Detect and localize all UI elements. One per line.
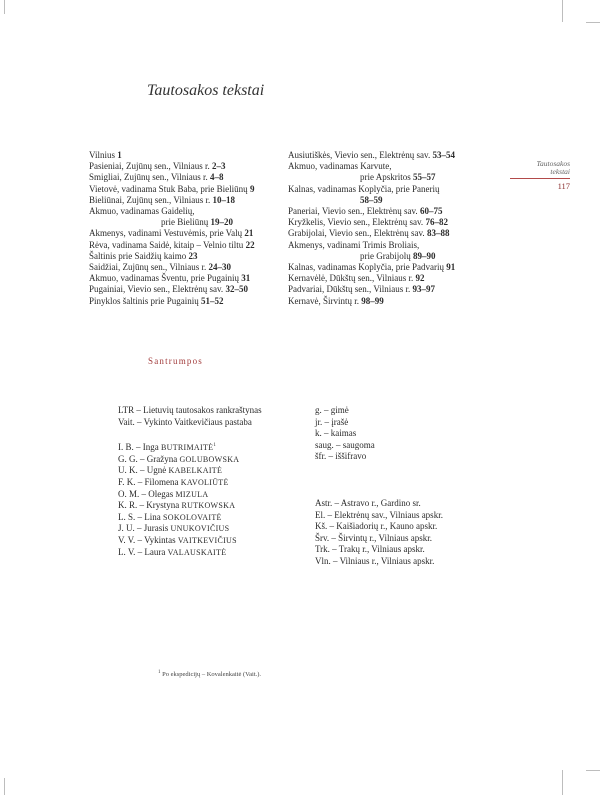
collector-surname: MIZULA: [175, 489, 209, 499]
abbr-place-entry: Vln. – Vilniaus r., Vilniaus apskr.: [315, 555, 435, 566]
abbr-term-entry: saug. – saugoma: [315, 439, 375, 450]
page-title: Tautosakos tekstai: [147, 82, 265, 99]
toc-entry-pages: 58–59: [360, 194, 383, 205]
collector-surname: SOKOLOVAITĖ: [163, 512, 222, 522]
toc-entry: [288, 150, 455, 161]
abbr-collector-entry: [118, 440, 262, 454]
collector-initials: J. U. – Jurasis: [118, 523, 171, 534]
toc-entry-pages: 1: [117, 150, 122, 160]
toc-entry: [89, 161, 255, 172]
crop-mark-top-left: [4, 0, 5, 14]
toc-entry-text: Šaltinis prie Saidžių kaimo: [89, 250, 189, 261]
toc-entry-pages: 76–82: [425, 217, 448, 228]
footnote-marker: 1: [158, 670, 161, 675]
toc-entry-text: Kernavė, Širvintų r.: [288, 295, 362, 306]
toc-entry: [288, 206, 455, 217]
toc-entry-pages: 31: [241, 273, 251, 284]
toc-entry-text: Saidžiai, Zujūnų sen., Vilniaus r.: [89, 262, 209, 273]
collector-initials: L. S. – Lina: [118, 511, 163, 522]
toc-entry: [288, 172, 455, 183]
toc-entry: [288, 284, 455, 295]
toc-entry-text: Bieliūnai, Zujūnų sen., Vilniaus r.: [89, 194, 213, 205]
toc-entry-text: prie Apskritos: [360, 172, 413, 183]
abbr-left-column: [118, 405, 262, 558]
abbr-collector-entry: [118, 547, 262, 559]
toc-entry-text: Padvariai, Dūkštų sen., Vilniaus r.: [288, 284, 413, 295]
collector-initials: V. V. – Vykintas: [118, 534, 178, 545]
toc-entry-pages: 98–99: [361, 295, 384, 306]
collector-surname: VAITKEVIČIUS: [177, 535, 237, 545]
collector-surname: RUTKOWSKA: [181, 501, 236, 511]
abbr-collector-entry: [118, 512, 262, 524]
toc-entry-text: prie Bieliūnų: [161, 217, 211, 228]
abbr-place-entry: El. – Elektrėnų sav., Vilniaus apskr.: [315, 509, 443, 520]
crop-mark-right-bottom: [586, 770, 600, 771]
abbr-collector-entry: [118, 535, 262, 547]
collector-surname: UNUKOVIČIUS: [170, 524, 230, 534]
toc-entry: [288, 228, 455, 239]
section-heading: Santrumpos: [148, 356, 204, 366]
toc-entry: [89, 206, 255, 217]
toc-entry-pages: 19–20: [210, 217, 233, 228]
abbr-places: [315, 498, 443, 568]
collector-initials: F. K. – Filomena: [118, 476, 181, 487]
toc-entry: [89, 195, 255, 206]
toc-entry-pages: 89–90: [413, 250, 436, 261]
toc-entry-pages: 22: [245, 239, 255, 250]
toc-entry-text: Vietovė, vadinama Stuk Baba, prie Bieliūnų: [89, 183, 250, 194]
running-head-rule: [510, 178, 570, 179]
running-head-line2: tekstai: [550, 167, 570, 176]
toc-entry: [288, 195, 455, 206]
collector-surname: VALAUSKAITĖ: [167, 547, 227, 557]
toc-entry-pages: 21: [244, 228, 254, 239]
collector-initials: L. V. – Laura: [118, 546, 168, 557]
toc-entry-text: Kalnas, vadinamas Koplyčia, prie Padvarių: [288, 262, 447, 273]
crop-mark-bottom-right: [562, 770, 563, 795]
abbr-term-entry: jr. – įrašė: [315, 416, 349, 427]
toc-entry-pages: 2–3: [212, 161, 226, 172]
abbr-term-entry: g. – gimė: [315, 405, 349, 415]
abbr-right-column: [315, 405, 443, 568]
toc-entry-text: Kryžkelis, Vievio sen., Elektrėnų sav.: [288, 217, 426, 228]
crop-mark-top-right: [562, 0, 563, 22]
toc-entry-text: Akmenys, vadinami Trimis Broliais,: [288, 239, 420, 250]
toc-entry: [89, 228, 255, 239]
toc-entry-text: prie Grabijolų: [360, 250, 413, 261]
collector-initials: G. G. – Gražyna: [118, 453, 180, 464]
abbr-place-entry: Astr. – Astravo r., Gardino sr.: [315, 497, 421, 508]
toc-entry: [89, 284, 255, 295]
abbr-archive-entry: Vait. – Vykinto Vaitkevičiaus pastaba: [118, 416, 252, 427]
crop-mark-bottom-left: [4, 778, 5, 795]
running-head: [510, 160, 570, 190]
page-number: 117: [557, 181, 570, 191]
toc-entry-text: Ausiutiškės, Vievio sen., Elektrėnų sav.: [288, 150, 433, 160]
toc-entry: [288, 240, 455, 251]
toc-entry-pages: 51–52: [201, 295, 224, 306]
footnote: [158, 670, 261, 678]
collector-surname: BUTRIMAITĖ: [161, 443, 214, 453]
abbr-place-entry: Kš. – Kaišiadorių r., Kauno apskr.: [315, 521, 438, 532]
toc-entry: [288, 251, 455, 262]
toc-entry: [89, 184, 255, 195]
toc-entry-pages: 53–54: [432, 150, 455, 160]
abbr-collectors: [118, 440, 262, 558]
toc-entry-pages: 10–18: [212, 194, 236, 205]
abbr-place-entry: Trk. – Trakų r., Vilniaus apskr.: [315, 544, 425, 555]
abbr-archive-entry: LTR – Lietuvių tautosakos rankraštynas: [118, 405, 262, 415]
toc-entry-pages: 23: [188, 250, 198, 261]
toc-entry-text: Rėva, vadinama Saidė, kitaip – Velnio tiltu: [89, 239, 246, 250]
abbr-archives: [118, 405, 262, 428]
collector-surname: KAVOLIŪTĖ: [180, 477, 229, 487]
toc-entry-text: Kernavėlė, Dūkštų sen., Vilniaus r.: [288, 273, 416, 284]
abbr-term-entry: k. – kaimas: [315, 428, 357, 439]
toc-entry-pages: 91: [446, 262, 456, 273]
toc-entry-text: Vilnius: [89, 150, 118, 160]
collector-initials: I. B. – Inga: [118, 442, 161, 453]
toc-entry-text: Pugainiai, Vievio sen., Elektrėnų sav.: [89, 284, 226, 295]
toc-entry: [89, 273, 255, 284]
collector-surname: KABELKAITĖ: [168, 466, 223, 476]
toc-entry: [89, 150, 255, 161]
toc-entry-pages: 55–57: [413, 172, 436, 183]
abbr-collector-entry: [118, 477, 262, 489]
collector-initials: U. K. – Ugnė: [118, 465, 169, 476]
toc-entry: [89, 217, 255, 228]
collector-initials: O. M. – Olegas: [118, 488, 176, 499]
toc-entry: [89, 262, 255, 273]
toc-entry-text: Akmuo, vadinamas Karvute,: [288, 161, 392, 172]
toc-entry-text: Pinyklos šaltinis prie Pugainių: [89, 295, 202, 306]
toc-entry: [288, 262, 455, 273]
toc-entry-text: Kalnas, vadinamas Koplyčia, prie Panerių: [288, 183, 440, 194]
toc-entry: [288, 161, 455, 172]
toc-entry: [89, 240, 255, 251]
toc-entry-pages: 83–88: [426, 228, 450, 239]
toc-entry-pages: 9: [249, 183, 255, 194]
toc-entry: [288, 273, 455, 284]
toc-entry-text: Smigliai, Zujūnų sen., Vilniaus r.: [89, 172, 211, 183]
toc-left-column: [89, 150, 255, 307]
toc-entry-pages: 32–50: [225, 284, 248, 295]
toc-right-column: [288, 150, 455, 307]
toc-entry-text: Paneriai, Vievio sen., Elektrėnų sav.: [288, 206, 420, 217]
toc-entry: [288, 217, 455, 228]
collector-note-marker: 1: [213, 443, 216, 449]
running-head-line1: Tautosakos: [536, 159, 570, 168]
abbr-collector-entry: [118, 465, 262, 477]
toc-entry: [89, 172, 255, 183]
abbr-collector-entry: [118, 500, 262, 512]
abbr-terms: [315, 405, 443, 463]
toc-entry-pages: 4–8: [210, 172, 224, 183]
toc-entry-text: Pasieniai, Zujūnų sen., Vilniaus r.: [89, 161, 213, 172]
abbr-term-entry: šfr. – iššifravo: [315, 451, 367, 462]
abbr-collector-entry: [118, 454, 262, 466]
collector-initials: K. R. – Krystyna: [118, 500, 182, 511]
collector-surname: GOLUBOWSKA: [179, 454, 240, 464]
abbr-collector-entry: [118, 489, 262, 501]
toc-entry: [89, 296, 255, 307]
toc-entry-pages: 60–75: [419, 206, 443, 217]
abbr-place-entry: Šrv. – Širvintų r., Vilniaus apskr.: [315, 532, 432, 543]
toc-entry: [288, 296, 455, 307]
toc-entry-pages: 24–30: [208, 262, 232, 273]
toc-entry-pages: 93–97: [412, 284, 436, 295]
toc-entry-text: Akmenys, vadinami Vestuvėmis, prie Valų: [89, 228, 245, 239]
toc-entry: [89, 251, 255, 262]
toc-entry: [288, 184, 455, 195]
toc-entry-text: Grabijolai, Vievio sen., Elektrėnų sav.: [288, 228, 427, 239]
toc-entry-pages: 92: [415, 273, 425, 284]
toc-entry-text: Akmuo, vadinamas Gaidelių,: [89, 206, 195, 217]
toc-entry-text: Akmuo, vadinamas Šventu, prie Pugainių: [89, 273, 242, 284]
crop-mark-right-top: [586, 22, 600, 23]
footnote-text: Po ekspedicijų – Kovalenkaitė (Vait.).: [162, 671, 262, 679]
abbr-collector-entry: [118, 523, 262, 535]
